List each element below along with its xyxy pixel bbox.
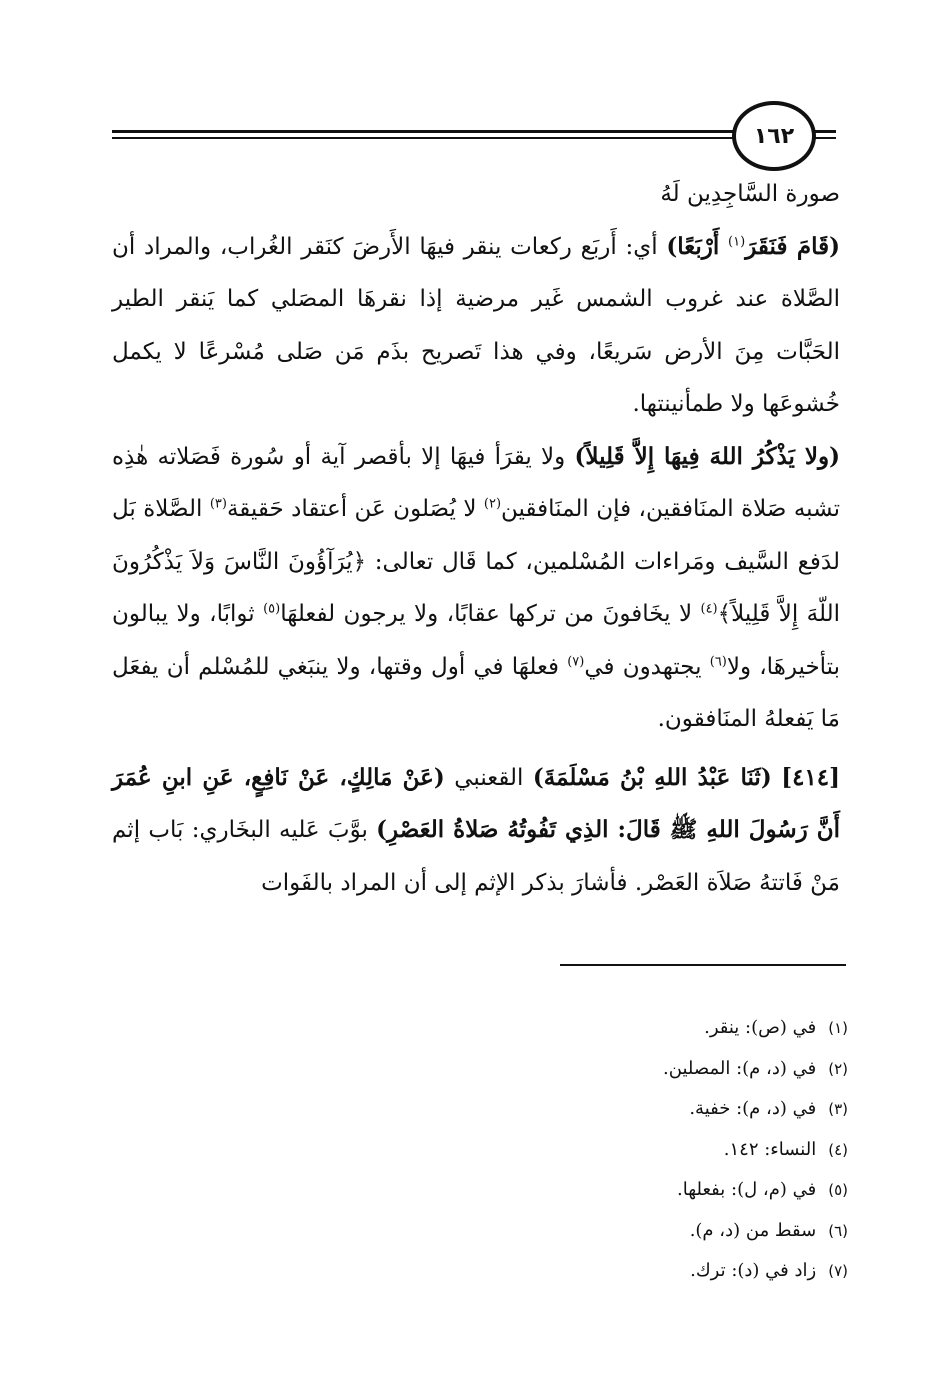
footnote-item bbox=[148, 1211, 848, 1252]
para4-bold-2: (عَنْ مَالِكٍ، عَنْ نَافِعٍ، عَنِ ابنِ عُمَرَ أَنَّ رَسُولَ اللهِ ﷺ قَالَ: الذِي تَفُوتُهُ صَلاةُ العَصْرِ) bbox=[112, 763, 840, 843]
footnote-item bbox=[148, 1049, 848, 1090]
paragraph-1 bbox=[112, 168, 840, 221]
main-text bbox=[112, 168, 840, 909]
footnote-number: (٥) bbox=[828, 1181, 848, 1199]
footnote-ref-2[interactable]: (٢) bbox=[483, 496, 502, 512]
footnote-number: (١) bbox=[828, 1019, 848, 1037]
para3-text-2: لا يُصَلون عَن أعتقاد حَقيقة bbox=[226, 496, 477, 522]
para3-text-1: ولا يقرَأ فيهَا إلا بأقصر آية أو سُورة فَصَلاته هٰذِه تشبه صَلاة المنَافقين، فإن المنَافقين bbox=[112, 443, 841, 522]
footnote-text: في (د، م): خفية. bbox=[689, 1098, 817, 1119]
paragraph-4 bbox=[112, 752, 840, 910]
footnote-ref-7[interactable]: (٧) bbox=[567, 653, 585, 669]
para1-line: صورة السَّاجِدِين لَهُ bbox=[660, 181, 840, 207]
footnote-ref-1[interactable]: (١) bbox=[728, 233, 746, 249]
header-rule bbox=[112, 130, 836, 144]
footnote-text: زاد في (د): ترك. bbox=[690, 1260, 817, 1281]
footnote-ref-5[interactable]: (٥) bbox=[263, 601, 281, 617]
footnote-text: في (ص): ينقر. bbox=[704, 1017, 817, 1038]
footnote-item bbox=[148, 1008, 848, 1049]
footnote-number: (٧) bbox=[828, 1262, 848, 1280]
header-rule-thick bbox=[112, 130, 836, 133]
para3-bold-1: (ولا يَذْكُرُ اللهَ فِيهَا إِلاَّ قَلِيلاً) bbox=[574, 442, 840, 470]
footnote-item bbox=[148, 1170, 848, 1211]
footnotes-list bbox=[148, 1008, 848, 1292]
footnote-ref-6[interactable]: (٦) bbox=[709, 653, 727, 669]
footnote-item bbox=[148, 1251, 848, 1292]
footnote-number: (٢) bbox=[828, 1059, 848, 1078]
header-rule-thin bbox=[112, 137, 836, 139]
footnote-text: النساء: ١٤٢. bbox=[723, 1138, 817, 1160]
para3-text-4: لا يخَافونَ من تركها عقابًا، ولا يرجون لفعلهَا bbox=[280, 601, 693, 627]
footnote-text: في (م، ل): بفعلها. bbox=[677, 1179, 817, 1200]
footnote-separator bbox=[560, 964, 846, 966]
footnote-number: (٦) bbox=[828, 1221, 848, 1240]
para3-text-6: يجتهدون في bbox=[584, 653, 702, 680]
page-number-badge bbox=[732, 101, 816, 171]
footnote-item bbox=[148, 1089, 848, 1130]
para4-bold-1: (ثَنَا عَبْدُ اللهِ بْنُ مَسْلَمَةَ) bbox=[532, 763, 772, 791]
para3-text-7: فعلهَا في أول وقتها، ولا ينبَغي للمُسْلم أن يفعَل مَا يَفعلهُ المنَافقون. bbox=[112, 653, 840, 732]
para3-text-3: الصَّلاة بَل لدَفع السَّيف ومَراءات المُسْلمين، كما قَال تعالى: ﴿يُرَآؤُونَ النَّاسَ وَلاَ يَذْكُرُونَ اللّهَ إِلاَّ قَلِيلاً﴾ bbox=[112, 496, 841, 627]
paragraph-3 bbox=[112, 431, 840, 746]
para4-text-1: القعنبي bbox=[454, 764, 524, 791]
para2-bold-2: أَرْبَعًا) bbox=[666, 232, 720, 260]
para3-text-5: ثوابًا، ولا يبالون بتأخيرهَا، ولا bbox=[112, 601, 841, 680]
footnote-number: (٣) bbox=[828, 1100, 848, 1118]
para2-bold-1: (قَامَ فَنَقَرَ bbox=[745, 232, 841, 260]
footnote-ref-4[interactable]: (٤) bbox=[700, 601, 718, 617]
footnote-text: في (د، م): المصلين. bbox=[663, 1057, 817, 1079]
footnote-ref-3[interactable]: (٣) bbox=[209, 496, 227, 512]
footnote-number: (٤) bbox=[828, 1140, 848, 1159]
footnote-item bbox=[148, 1130, 848, 1171]
para4-text-2: بوَّبَ عَليه البخَاري: بَاب إثم مَنْ فَاتتهُ صَلاَة العَصْر. فأشارَ بذكر الإثم إلى أن المراد بالفَوات bbox=[112, 817, 840, 896]
page-number: ١٦٢ bbox=[753, 123, 795, 149]
hadith-number: [٤١٤] bbox=[781, 763, 841, 791]
paragraph-2 bbox=[112, 221, 840, 431]
para2-text: أي: أَربَع ركعات ينقر فيهَا الأَرضَ كنَقر الغُراب، والمراد أن الصَّلاة عند غروب الشمس غَير مرضية إذا نقرهَا المصَلي كما يَنقر الطير الحَبَّات مِنَ الأرض سَريعًا، وفي هذا تَصريح بذَم مَن صَلى مُسْرعًا لا يكمل خُشوعَها ولا طمأنينتها. bbox=[112, 233, 840, 417]
footnote-text: سقط من (د، م). bbox=[689, 1219, 817, 1241]
